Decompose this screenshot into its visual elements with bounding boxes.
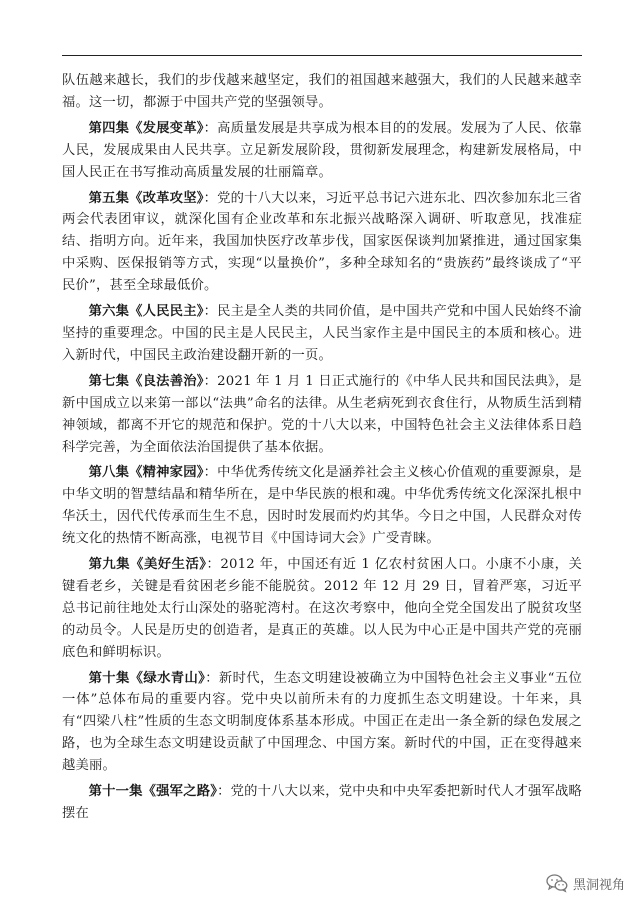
paragraph-episode-9 [62, 554, 582, 664]
paragraph-text: ：2021 年 1 月 1 日正式施行的《中华人民共和国民法典》，是新中国成立以来第一部以“法典”命名的法律。从生老病死到衣食住行，从物质生活到精神领域，都离不开它的规范和保护。党的十八大以来，中国特色社会主义法律体系日趋科学完善，为全面依法治国提供了基本依据。 [62, 373, 582, 455]
paragraph-episode-6 [62, 301, 582, 367]
episode-heading: 第八集《精神家园》 [88, 465, 204, 481]
paragraph-episode-11 [62, 781, 582, 825]
paragraph-episode-7 [62, 371, 582, 459]
episode-heading: 第十一集《强军之路》 [88, 784, 218, 800]
paragraph-text: ：党的十八大以来，党中央和中央军委把新时代人才强军战略摆在 [62, 784, 582, 821]
header-rule [62, 55, 582, 56]
paragraph-text: ：新时代，生态文明建设被确立为中国特色社会主义事业“五位一体”总体布局的重要内容。党中央以前所未有的力度抓生态文明建设。十年来，具有“四梁八柱”性质的生态文明制度体系基本形成。中国正在走出一条全新的绿色发展之路，也为全球生态文明建设贡献了中国理念、中国方案。新时代的中国，正在变得越来越美丽。 [62, 670, 582, 774]
paragraph-text: ：中华优秀传统文化是涵养社会主义核心价值观的重要源泉，是中华文明的智慧结晶和精华所在，是中华民族的根和魂。中华优秀传统文化深深扎根中华沃土，因代代传承而生生不息，因时时发展而灼灼其华。今日之中国，人民群众对传统文化的热情不断高涨，电视节目《中国诗词大会》广受青睐。 [62, 465, 582, 547]
episode-heading: 第七集《良法善治》 [88, 373, 204, 389]
watermark-text: 黑洞视角 [572, 877, 625, 893]
episode-heading: 第十集《绿水青山》 [88, 670, 206, 686]
paragraph-text: ：2012 年，中国还有近 1 亿农村贫困人口。小康不小康，关键看老乡，关键是看贫困老乡能不能脱贫。2012 年 12 月 29 日，冒着严寒，习近平总书记前往地处太行山深处的骆驼湾村。在这次考察中，他向全党全国发出了脱贫攻坚的动员令。人民是历史的创造者，是真正的英雄。以人民为中心正是中国共产党的亮丽底色和鲜明标识。 [62, 557, 582, 660]
paragraph-episode-5 [62, 188, 582, 298]
wechat-logo-icon [546, 873, 568, 893]
episode-heading: 第五集《改革攻坚》 [88, 190, 204, 206]
document-body [62, 70, 582, 825]
paragraph-episode-8 [62, 462, 582, 550]
paragraph-episode-4 [62, 118, 582, 184]
episode-heading: 第六集《人民民主》 [88, 304, 204, 320]
paragraph-text: ：民主是全人类的共同价值，是中国共产党和中国人民始终不渝坚持的重要理念。中国的民主是人民民主，人民当家作主是中国民主的本质和核心。进入新时代，中国民主政治建设翻开新的一页。 [62, 304, 582, 363]
paragraph-episode-10 [62, 668, 582, 778]
paragraph-intro [62, 70, 582, 114]
paragraph-text: ：党的十八大以来，习近平总书记六进东北、四次参加东北三省两会代表团审议，就深化国有企业改革和东北振兴战略深入调研、听取意见，找准症结、指明方向。近年来，我国加快医疗改革步伐，国家医保谈判加紧推进，通过国家集中采购、医保报销等方式，实现“以量换价”，多种全球知名的“贵族药”最终谈成了“平民价”，甚至全球最低价。 [62, 190, 582, 294]
paragraph-text: 队伍越来越长，我们的步伐越来越坚定，我们的祖国越来越强大，我们的人民越来越幸福。这一切，都源于中国共产党的坚强领导。 [62, 73, 582, 110]
episode-heading: 第四集《发展变革》 [88, 120, 204, 136]
paragraph-text: ：高质量发展是共享成为根本目的的发展。发展为了人民、依靠人民，发展成果由人民共享。立足新发展阶段，贯彻新发展理念，构建新发展格局，中国人民正在书写推动高质量发展的壮丽篇章。 [62, 120, 582, 180]
watermark [546, 869, 625, 897]
episode-heading: 第九集《美好生活》 [88, 557, 207, 573]
